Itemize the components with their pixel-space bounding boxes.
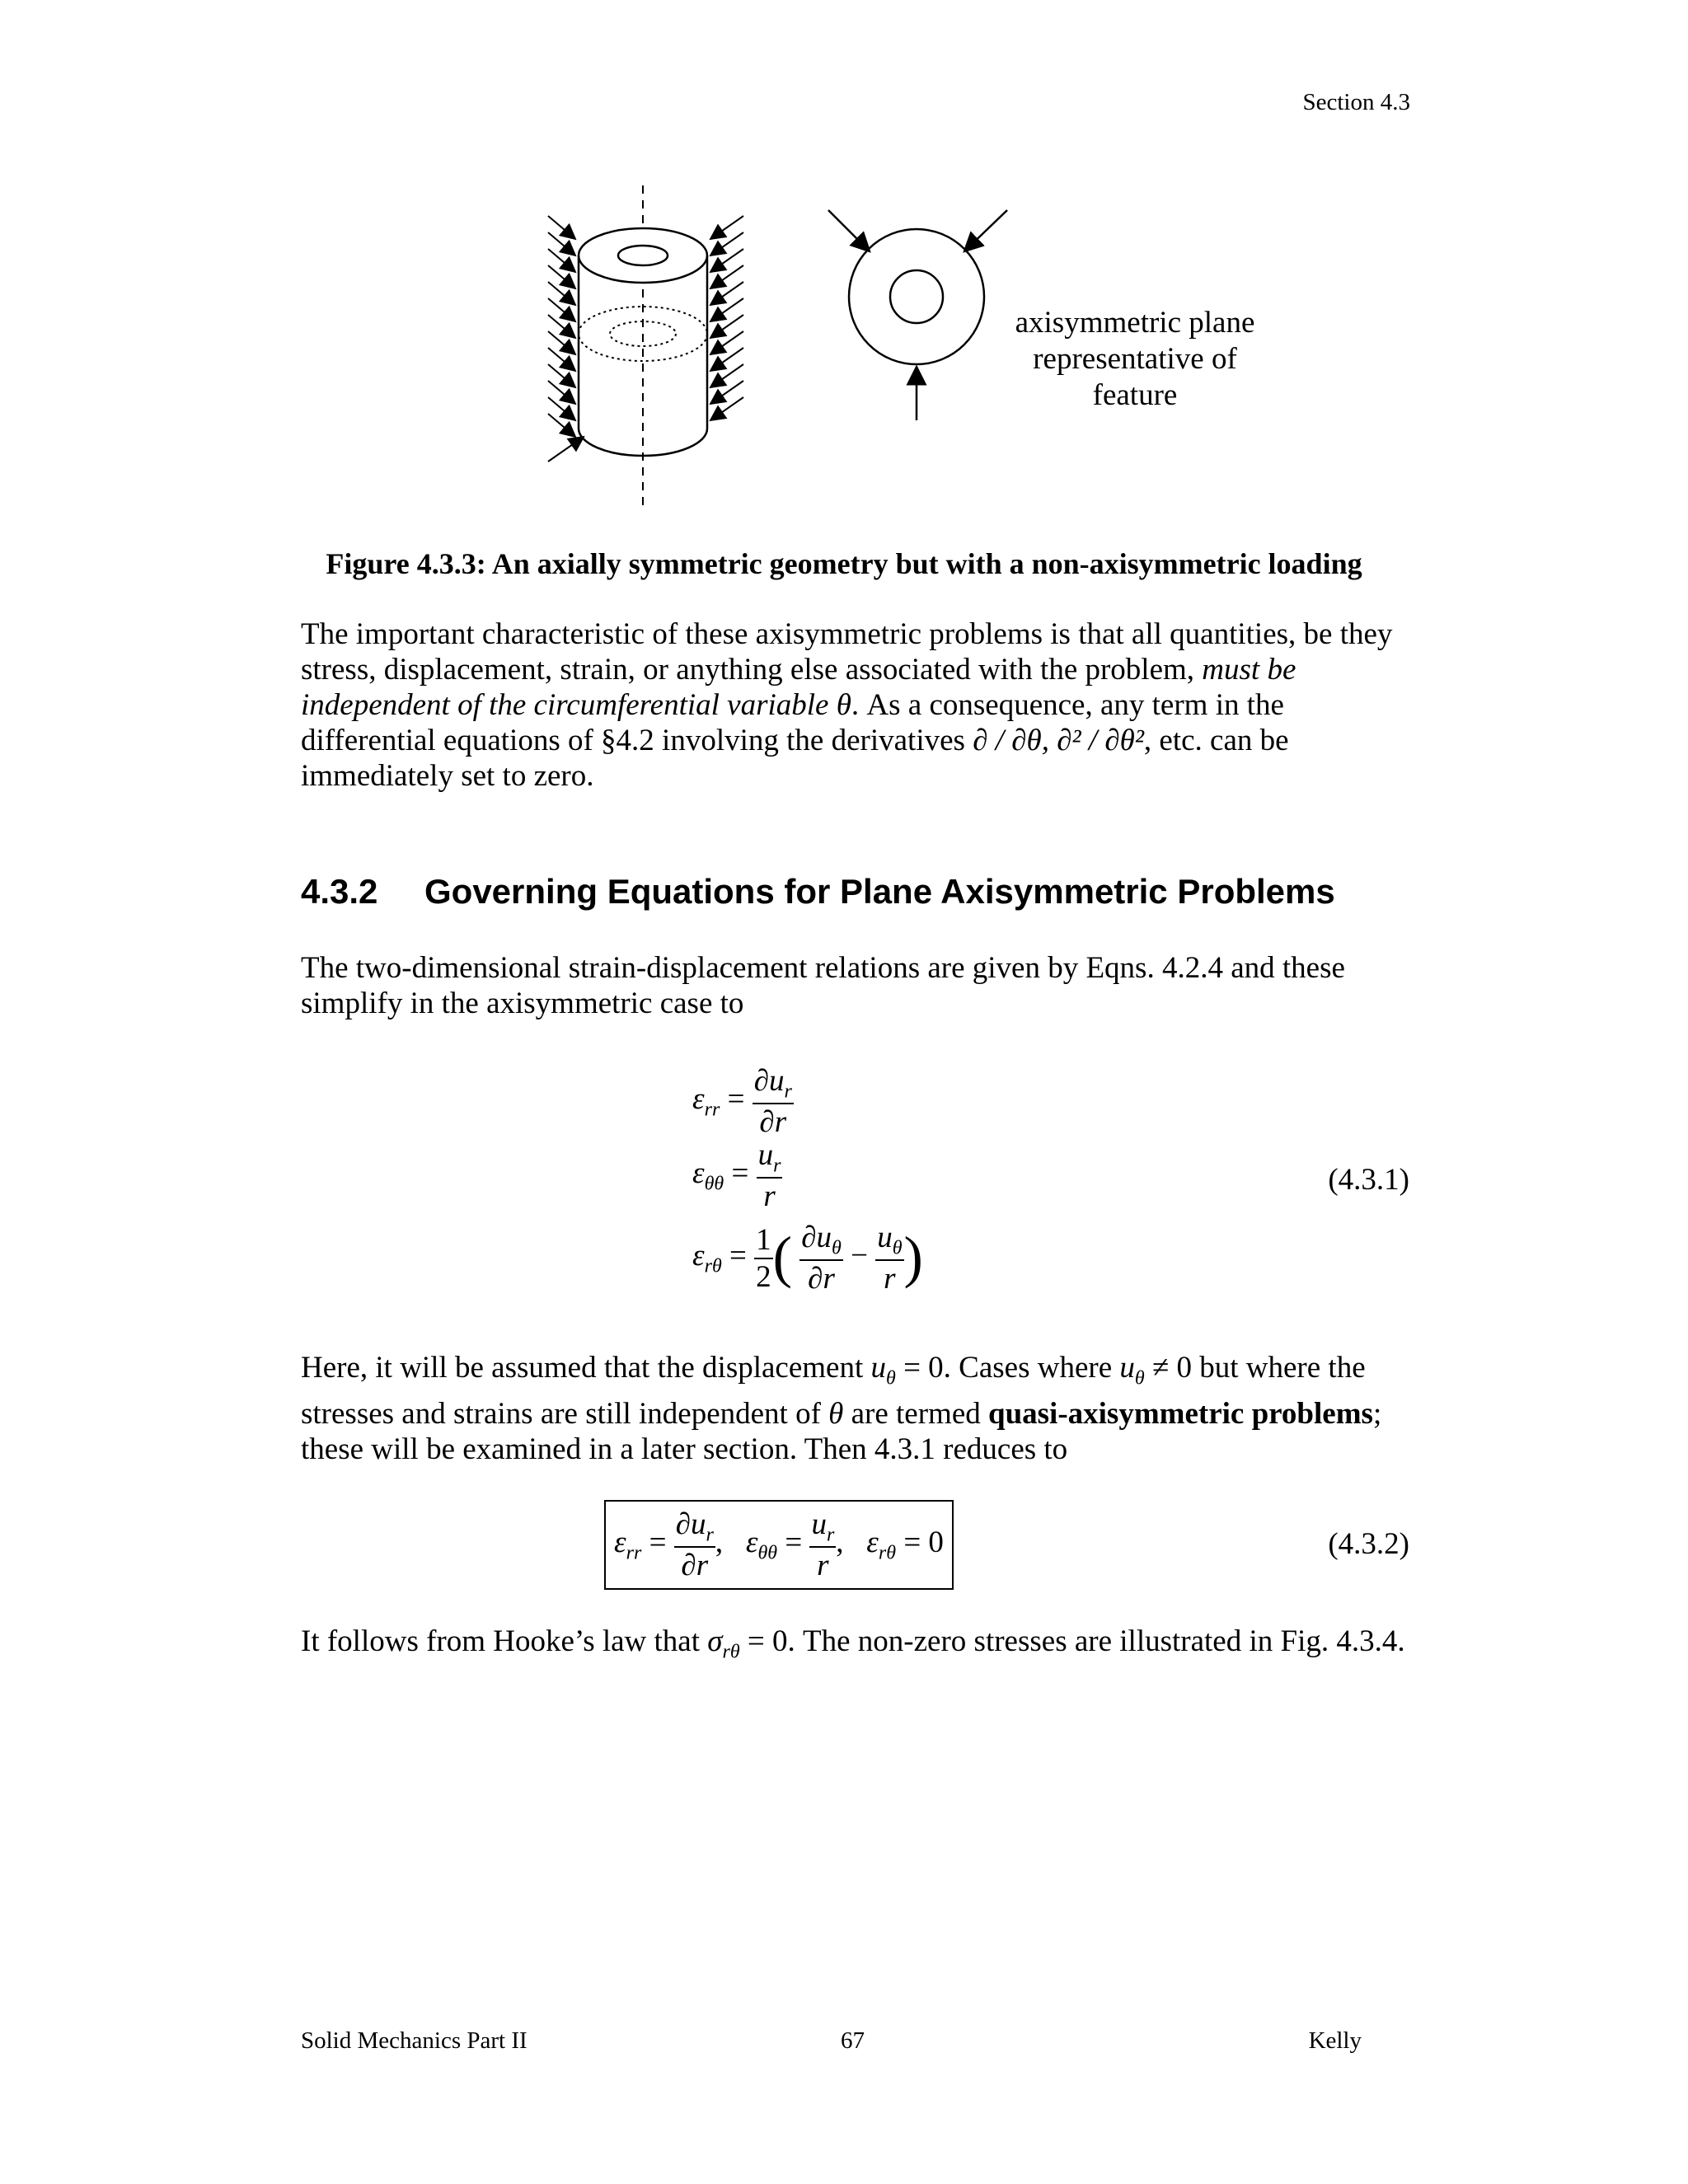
para3-bold: quasi-axisymmetric problems: [988, 1397, 1373, 1432]
para1-italic: must be independent of the circumferential variable: [301, 653, 1296, 722]
section-number: 4.3.2: [301, 872, 378, 911]
running-header: Section 4.3: [1302, 89, 1410, 115]
paragraph-1: [301, 616, 1409, 794]
plane-disc: [828, 210, 1007, 420]
footer-right: Kelly: [1308, 2027, 1362, 2054]
equation-number-2: (4.3.2): [1328, 1527, 1409, 1561]
para1-text-b: . As a consequence, any term in the differential equations of §4.2 involving the derivatives: [301, 688, 1284, 757]
para4-a: It follows from Hooke’s law that: [301, 1624, 708, 1658]
para3-a: Here, it will be assumed that the displacement: [301, 1351, 871, 1385]
figure-label-line-2: representative of: [1033, 342, 1237, 376]
figure-label-line-3: feature: [1092, 378, 1178, 412]
figure-4-3-3: [528, 181, 1269, 523]
equation-4-3-2: $\varepsilon_{rr}$ = $\frac{\partial u_r}{\partial r}$ , $\varepsilon_{\theta\theta}$ = $\frac{u_r}{r}$ , $\varepsilon_{r\theta} = 0$: [604, 1500, 954, 1590]
equation-4-3-1: $\varepsilon_{rr}$ = $\frac{\partial u_r}{\partial r}$ $\varepsilon_{\theta\theta}$ = $\frac{u_r}{r}$ $\varepsilon_{r\theta}$ = $\frac{1}{2}$ ( $\frac{\partial u_\theta}{\partial r}$ − $\frac{u_\theta}{r}$ ): [692, 1064, 923, 1296]
para3-b: = 0. Cases where: [895, 1351, 1120, 1385]
equation-number-1: (4.3.1): [1328, 1163, 1409, 1197]
para1-derivatives: ∂ / ∂θ, ∂² / ∂θ²: [973, 724, 1144, 757]
para4-b: = 0. The non-zero stresses are illustrated in Fig. 4.3.4.: [739, 1624, 1405, 1658]
page-number: 67: [841, 2027, 865, 2054]
para1-text-a: The important characteristic of these axisymmetric problems is that all quantities, be they stress, displacement, strain, or anything else associated with the problem,: [301, 617, 1393, 687]
figure-caption: Figure 4.3.3: An axially symmetric geometry but with a non-axisymmetric loading: [326, 547, 1362, 580]
para1-text-c: , etc. can be immediately set to zero.: [301, 724, 1289, 793]
section-title: Governing Equations for Plane Axisymmetric Problems: [424, 872, 1335, 911]
para1-theta: θ: [836, 688, 851, 722]
footer-left: Solid Mechanics Part II: [301, 2027, 528, 2054]
paragraph-4: It follows from Hooke’s law that $\sigma_{r\theta} = 0$. The non-zero stresses are illustrated in Fig. 4.3.4.: [301, 1624, 1405, 1663]
paragraph-3: Here, it will be assumed that the displacement $u_\theta = 0$. Cases where $u_\theta \ne 0$ but where the stresses and strains are still independent of θ are termed quasi-axisymmetric problems; these will be examined in a later section. Then 4.3.1 reduces to: [301, 1351, 1382, 1467]
right-load-arrows: [710, 216, 743, 420]
para3-e: ; these will be examined in a later section. Then 4.3.1 reduces to: [301, 1397, 1382, 1467]
paragraph-2: The two-dimensional strain-displacement relations are given by Eqns. 4.2.4 and these simplify in the axisymmetric case to: [301, 951, 1345, 1020]
section-heading: [301, 872, 1335, 912]
para3-d: are termed: [843, 1397, 988, 1432]
figure-label: [987, 305, 1283, 414]
cylinder-top: [579, 228, 707, 283]
para3-c: ≠ 0 but where the stresses and strains are still independent of: [301, 1351, 1366, 1432]
figure-label-line-1: axisymmetric plane: [1015, 306, 1255, 340]
